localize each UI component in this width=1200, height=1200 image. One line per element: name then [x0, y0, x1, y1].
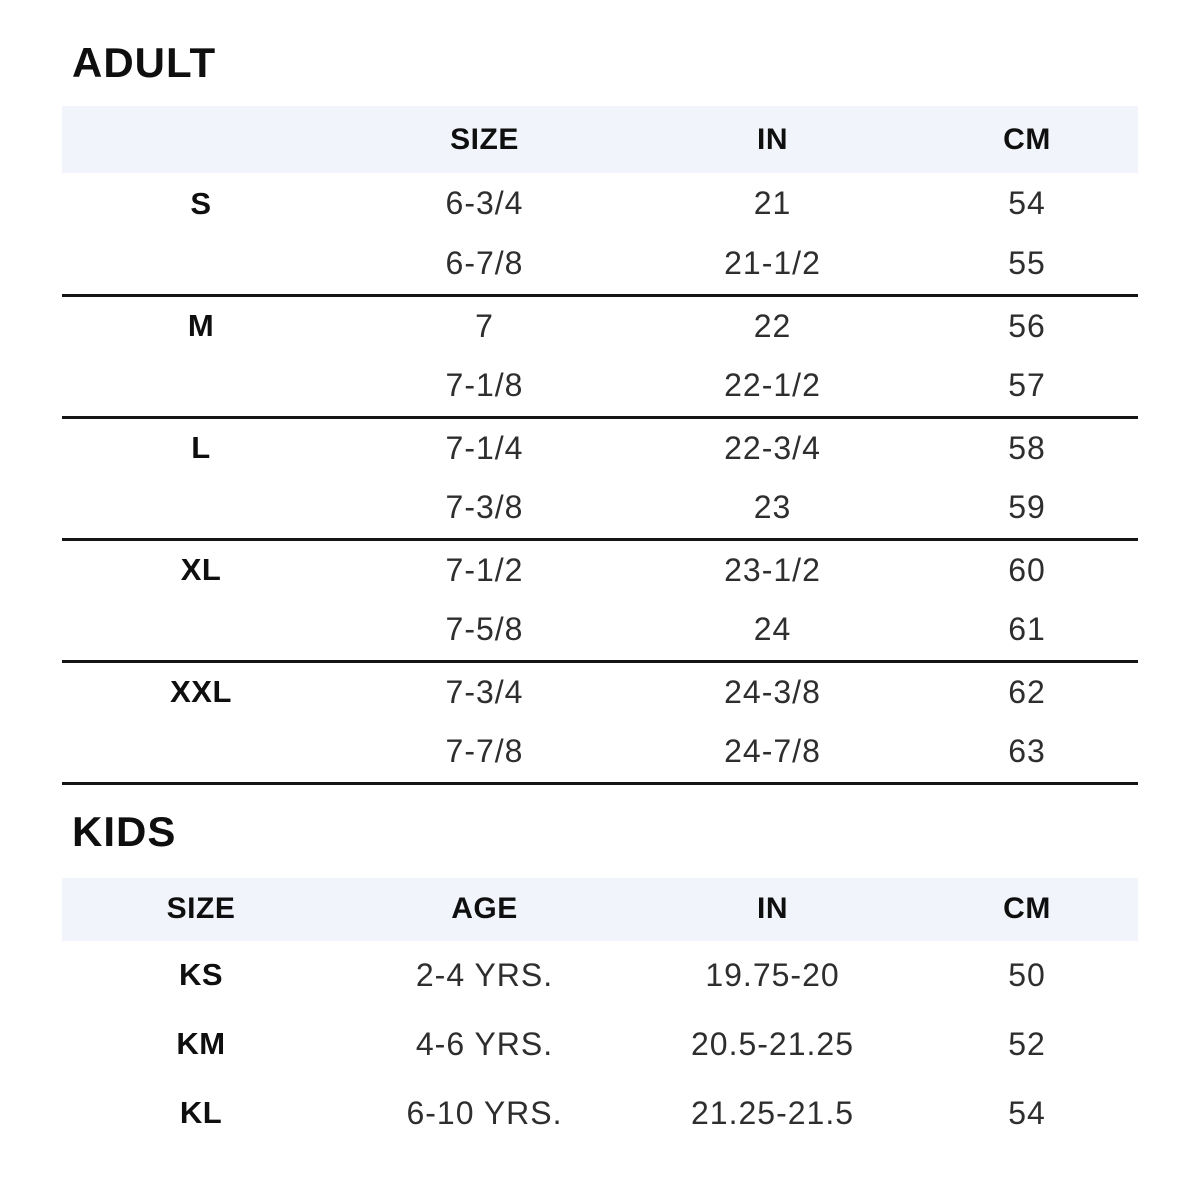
adult-table-row: [62, 722, 1138, 783]
table-cell: 22: [753, 307, 792, 344]
kids-table-row: [62, 1079, 1138, 1148]
table-cell: 7-7/8: [340, 722, 629, 783]
kids-col-header-age: AGE: [340, 878, 629, 941]
adult-heading: ADULT: [72, 39, 217, 86]
table-cell: 7: [475, 307, 494, 344]
table-cell: 21-1/2: [629, 234, 916, 295]
kids-size-label: KM: [176, 1026, 226, 1061]
table-cell: 4-6 YRS.: [415, 1025, 554, 1062]
adult-table-row: [62, 356, 1138, 417]
table-cell: 22-3/4: [724, 429, 821, 466]
adult-header-row: [62, 106, 1138, 173]
kids-size-label: KL: [179, 1095, 223, 1130]
table-cell: 6-3/4: [445, 185, 524, 221]
adult-section: [62, 0, 1138, 785]
table-cell: 55: [916, 234, 1138, 295]
table-cell: 6-10 YRS.: [406, 1094, 563, 1131]
adult-table-row: [62, 539, 1138, 600]
size-group-label: XL: [180, 552, 222, 588]
adult-col-header-size: SIZE: [340, 106, 629, 173]
adult-col-header-cm: CM: [916, 106, 1138, 173]
table-cell: 24: [629, 600, 916, 661]
adult-table-row: [62, 478, 1138, 539]
kids-col-header-cm: CM: [916, 878, 1138, 941]
size-group-label: S: [190, 185, 212, 221]
size-group-label: L: [191, 430, 211, 466]
size-group-label: [62, 234, 340, 295]
kids-table-row: [62, 1010, 1138, 1079]
table-cell: 23-1/2: [724, 551, 821, 588]
table-cell: 23: [629, 478, 916, 539]
size-group-label: [62, 356, 340, 417]
kids-header-row: [62, 878, 1138, 941]
size-group-label: XXL: [170, 674, 232, 710]
adult-size-table: [62, 106, 1138, 785]
table-cell: 57: [916, 356, 1138, 417]
table-cell: 54: [1008, 185, 1046, 221]
table-cell: 59: [916, 478, 1138, 539]
table-cell: 21: [753, 185, 792, 221]
adult-table-row: [62, 173, 1138, 234]
size-group-label: [62, 600, 340, 661]
kids-size-table: [62, 878, 1138, 1148]
table-cell: 20.5-21.25: [690, 1025, 854, 1062]
adult-table-row: [62, 661, 1138, 722]
table-cell: 7-1/4: [445, 429, 524, 466]
table-cell: 56: [1008, 307, 1046, 344]
adult-table-row: [62, 600, 1138, 661]
kids-col-header-size: SIZE: [62, 878, 340, 941]
table-cell: 7-1/2: [445, 551, 524, 588]
table-cell: 6-7/8: [340, 234, 629, 295]
table-cell: 19.75-20: [705, 956, 840, 993]
table-cell: 22-1/2: [629, 356, 916, 417]
table-cell: 52: [1008, 1025, 1046, 1062]
table-cell: 63: [916, 722, 1138, 783]
table-cell: 62: [1008, 673, 1046, 710]
adult-col-header-blank: [62, 106, 340, 173]
size-group-label: [62, 722, 340, 783]
kids-col-header-in: IN: [629, 878, 916, 941]
table-cell: 7-3/8: [340, 478, 629, 539]
table-cell: 50: [1008, 956, 1046, 993]
kids-heading: KIDS: [72, 807, 177, 855]
table-cell: 58: [1008, 429, 1046, 466]
table-cell: 21.25-21.5: [690, 1094, 854, 1131]
size-group-label: M: [187, 308, 215, 344]
table-cell: 61: [916, 600, 1138, 661]
table-cell: 7-1/8: [340, 356, 629, 417]
size-group-label: [62, 478, 340, 539]
table-cell: 2-4 YRS.: [415, 956, 554, 993]
kids-section: [62, 785, 1138, 1148]
adult-table-row: [62, 295, 1138, 356]
adult-table-row: [62, 234, 1138, 295]
table-cell: 7-5/8: [340, 600, 629, 661]
adult-table-row: [62, 417, 1138, 478]
table-cell: 54: [1008, 1094, 1046, 1131]
table-cell: 24-3/8: [724, 673, 821, 710]
table-cell: 60: [1008, 551, 1046, 588]
adult-col-header-in: IN: [629, 106, 916, 173]
kids-size-label: KS: [178, 957, 224, 992]
table-cell: 24-7/8: [629, 722, 916, 783]
kids-table-row: [62, 941, 1138, 1010]
table-cell: 7-3/4: [445, 673, 524, 710]
